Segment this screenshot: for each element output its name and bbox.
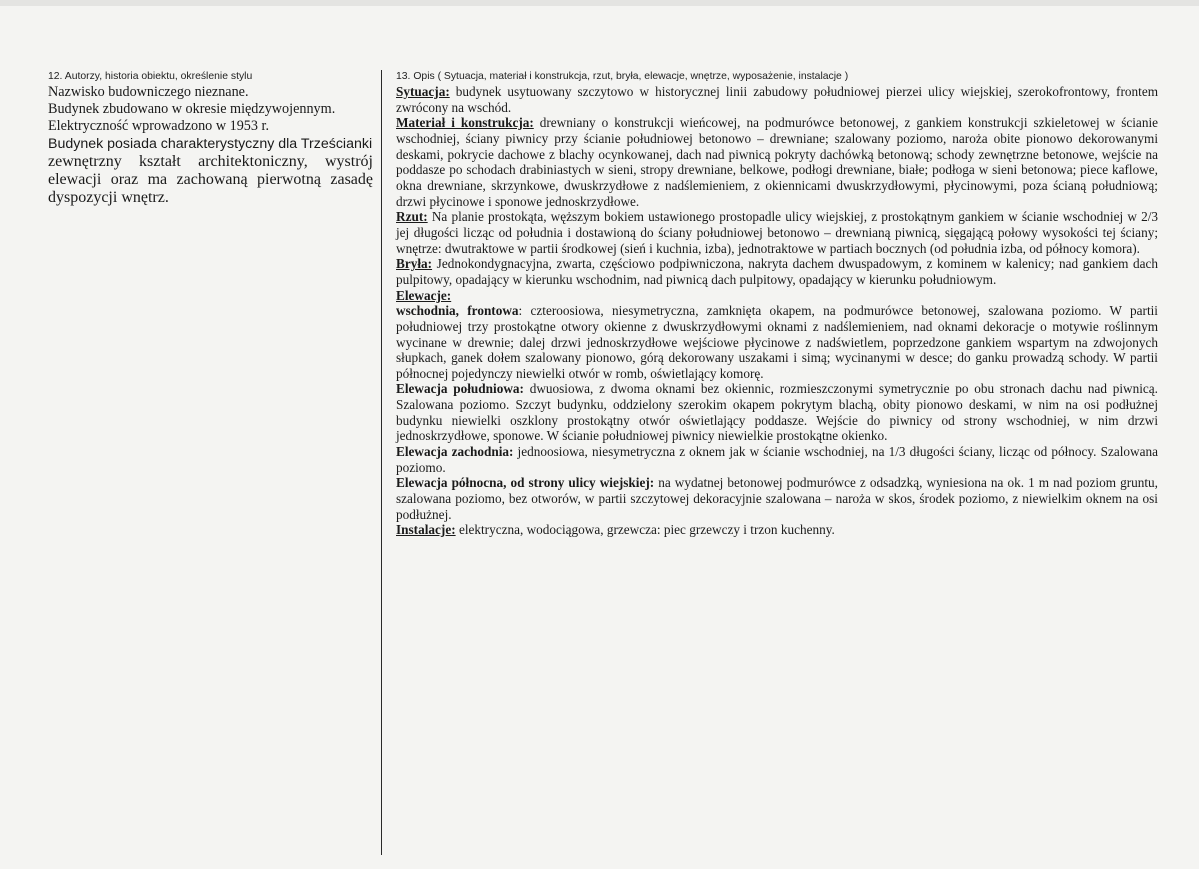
polnocna-text: na wydatnej betonowej podmurówce z odsadzką, wyniesiona na ok. 1 m nad poziom gruntu, szalowana poziomo, bez otworów, w partii szczytowej dekoracyjnie szalowana – naroża w skos, środek poziomo, z niewielkim oknem na osi podłużnej.: [396, 475, 1158, 522]
material-label: Materiał i konstrukcja:: [396, 115, 534, 131]
column-divider: [381, 70, 382, 855]
builder-line: Nazwisko budowniczego nieznane.: [48, 84, 249, 100]
style-paragraph-text: zewnętrzny kształt architektoniczny, wystrój elewacji oraz ma zachowaną pierwotną zasadę dyspozycji wnętrz.: [48, 152, 373, 207]
poludniowa-paragraph: [396, 381, 1158, 444]
bryla-label: Bryła:: [396, 256, 433, 272]
zachodnia-label: Elewacja zachodnia:: [396, 444, 514, 460]
poludniowa-text: dwuosiowa, z dwoma oknami bez okiennic, rozmieszczonymi symetrycznie po obu stronach dachu nad piwnicą. Szalowana poziomo. Szczyt budynku, oddzielony szerokim okapem pokrytym blachą, obity pionowo deskami, w nim na osi podłużnej budynku niewielki oszklony prostokątny otwór oświetlający poddasze. Wejście do piwnicy od strony wschodniej, w nim drzwi jednoskrzydłowe, sponowe. W ścianie południowej piwnicy niewielkie prostokątne okienko.: [396, 381, 1158, 444]
wschodnia-paragraph: [396, 303, 1158, 381]
sytuacja-paragraph: [396, 84, 1158, 115]
instalacje-label: Instalacje:: [396, 522, 456, 538]
rzut-text: Na planie prostokąta, węższym bokiem ustawionego prostopadle ulicy wiejskiej, z prostokątnym gankiem w ścianie wschodniej w 2/3 jej długości licząc od południa i dostawioną do ściany południowej betonowo – drewnianą piwnicą, sięgającą połowy wysokości tej ściany; wnętrze: dwutraktowe w partii środkowej (sień i kuchnia, izba), jednotraktowe w partiach bocznych (od południa izba, od północy komora).: [396, 209, 1158, 256]
style-line: Budynek posiada charakterystyczny dla Trześcianki: [48, 135, 373, 152]
sytuacja-text: budynek usytuowany szczytowo w historycznej linii zabudowy południowej pierzei ulicy wiejskiej, szerokofrontowy, frontem zwrócony na wschód.: [396, 84, 1158, 115]
sytuacja-label: Sytuacja:: [396, 84, 450, 99]
section-13-body: [396, 84, 1158, 538]
style-paragraph: [48, 153, 373, 208]
zachodnia-text: jednoosiowa, niesymetryczna z oknem jak w ścianie wschodniej, na 1/3 długości ściany, licząc od północy. Szalowana poziomo.: [396, 444, 1158, 475]
instalacje-text: elektryczna, wodociągowa, grzewcza: piec grzewczy i trzon kuchenny.: [455, 522, 835, 538]
section-13-header: 13. Opis ( Sytuacja, materiał i konstrukcja, rzut, bryła, elewacje, wnętrze, wyposażenie, instalacje ): [396, 71, 849, 82]
construction-period-line: Budynek zbudowano w okresie międzywojennym.: [48, 101, 336, 118]
polnocna-paragraph: [396, 475, 1158, 522]
rzut-paragraph: [396, 209, 1158, 256]
left-column: [48, 70, 373, 207]
elewacje-label: Elewacje:: [396, 287, 452, 303]
material-text: drewniany o konstrukcji wieńcowej, na podmurówce betonowej, z gankiem konstrukcji szkieletowej w ścianie wschodniej, ściany piwnicy przy ścianie południowej betonowo – drewniane; szalowany poziomo, naroża obite pionowo dekorowanymi deskami, pokrycie dachowe z blachy ocynkowanej, dach nad piwnicą pokryty dachówką betonową; schody zewnętrzne betonowe, wejście na poddasze po schodach drabiniastych w sieni, stropy drewniane, belkowe, podłogi drewniane, białe; podłoga w sieni betonowa; piece kaflowe, okna drewniane, skrzynkowe, dwuskrzydłowe z nadślemieniem, z okiennicami dwuskrzydłowymi, płycinowymi, poza ścianą południową; drzwi płycinowe i sponowe jednoskrzydłowe.: [396, 115, 1159, 209]
wschodnia-label: wschodnia, frontowa: [396, 303, 519, 319]
section-12-body: [48, 84, 373, 207]
rzut-label: Rzut:: [396, 209, 428, 225]
bryla-text: Jednokondygnacyjna, zwarta, częściowo podpiwniczona, nakryta dachem dwuspadowym, z kominem w kalenicy; nad gankiem dach pulpitowy, opadający w kierunku wschodnim, nad piwnicą dach pulpitowy, opadający w kierunku południowym.: [396, 256, 1158, 287]
bryla-paragraph: [396, 256, 1158, 287]
electricity-line: Elektryczność wprowadzono w 1953 r.: [48, 118, 270, 135]
polnocna-label: Elewacja północna, od strony ulicy wiejskiej:: [396, 475, 655, 491]
zachodnia-paragraph: [396, 444, 1158, 475]
scan-edge: [0, 0, 1199, 6]
elewacje-heading: [396, 288, 1158, 304]
instalacje-paragraph: [396, 522, 1158, 538]
wschodnia-text: : czteroosiowa, niesymetryczna, zamknięta okapem, na podmurówce betonowej, szalowana poziomo. W partii południowej trzy prostokątne otwory okienne z dwuskrzydłowymi oknami z nadślemieniem, nad oknami dekoracje o motywie roślinnym wycinane w drewnie; dalej drzwi jednoskrzydłowe wejściowe płycinowe z nadświetlem, poprzedzone gankiem wspartym na zdwojonych słupkach, ganek dołem szalowany pionowo, górą dekorowany uszakami i simą; wycinanymi w desce; do ganku prowadzą schody. W partii północnej pojedynczy niewielki otwór w romb, oświetlający komorę.: [396, 303, 1158, 381]
material-paragraph: [396, 115, 1158, 209]
poludniowa-label: Elewacja południowa:: [396, 381, 524, 397]
right-column: [396, 70, 1158, 538]
section-12-header: 12. Autorzy, historia obiektu, określenie stylu: [48, 71, 253, 82]
